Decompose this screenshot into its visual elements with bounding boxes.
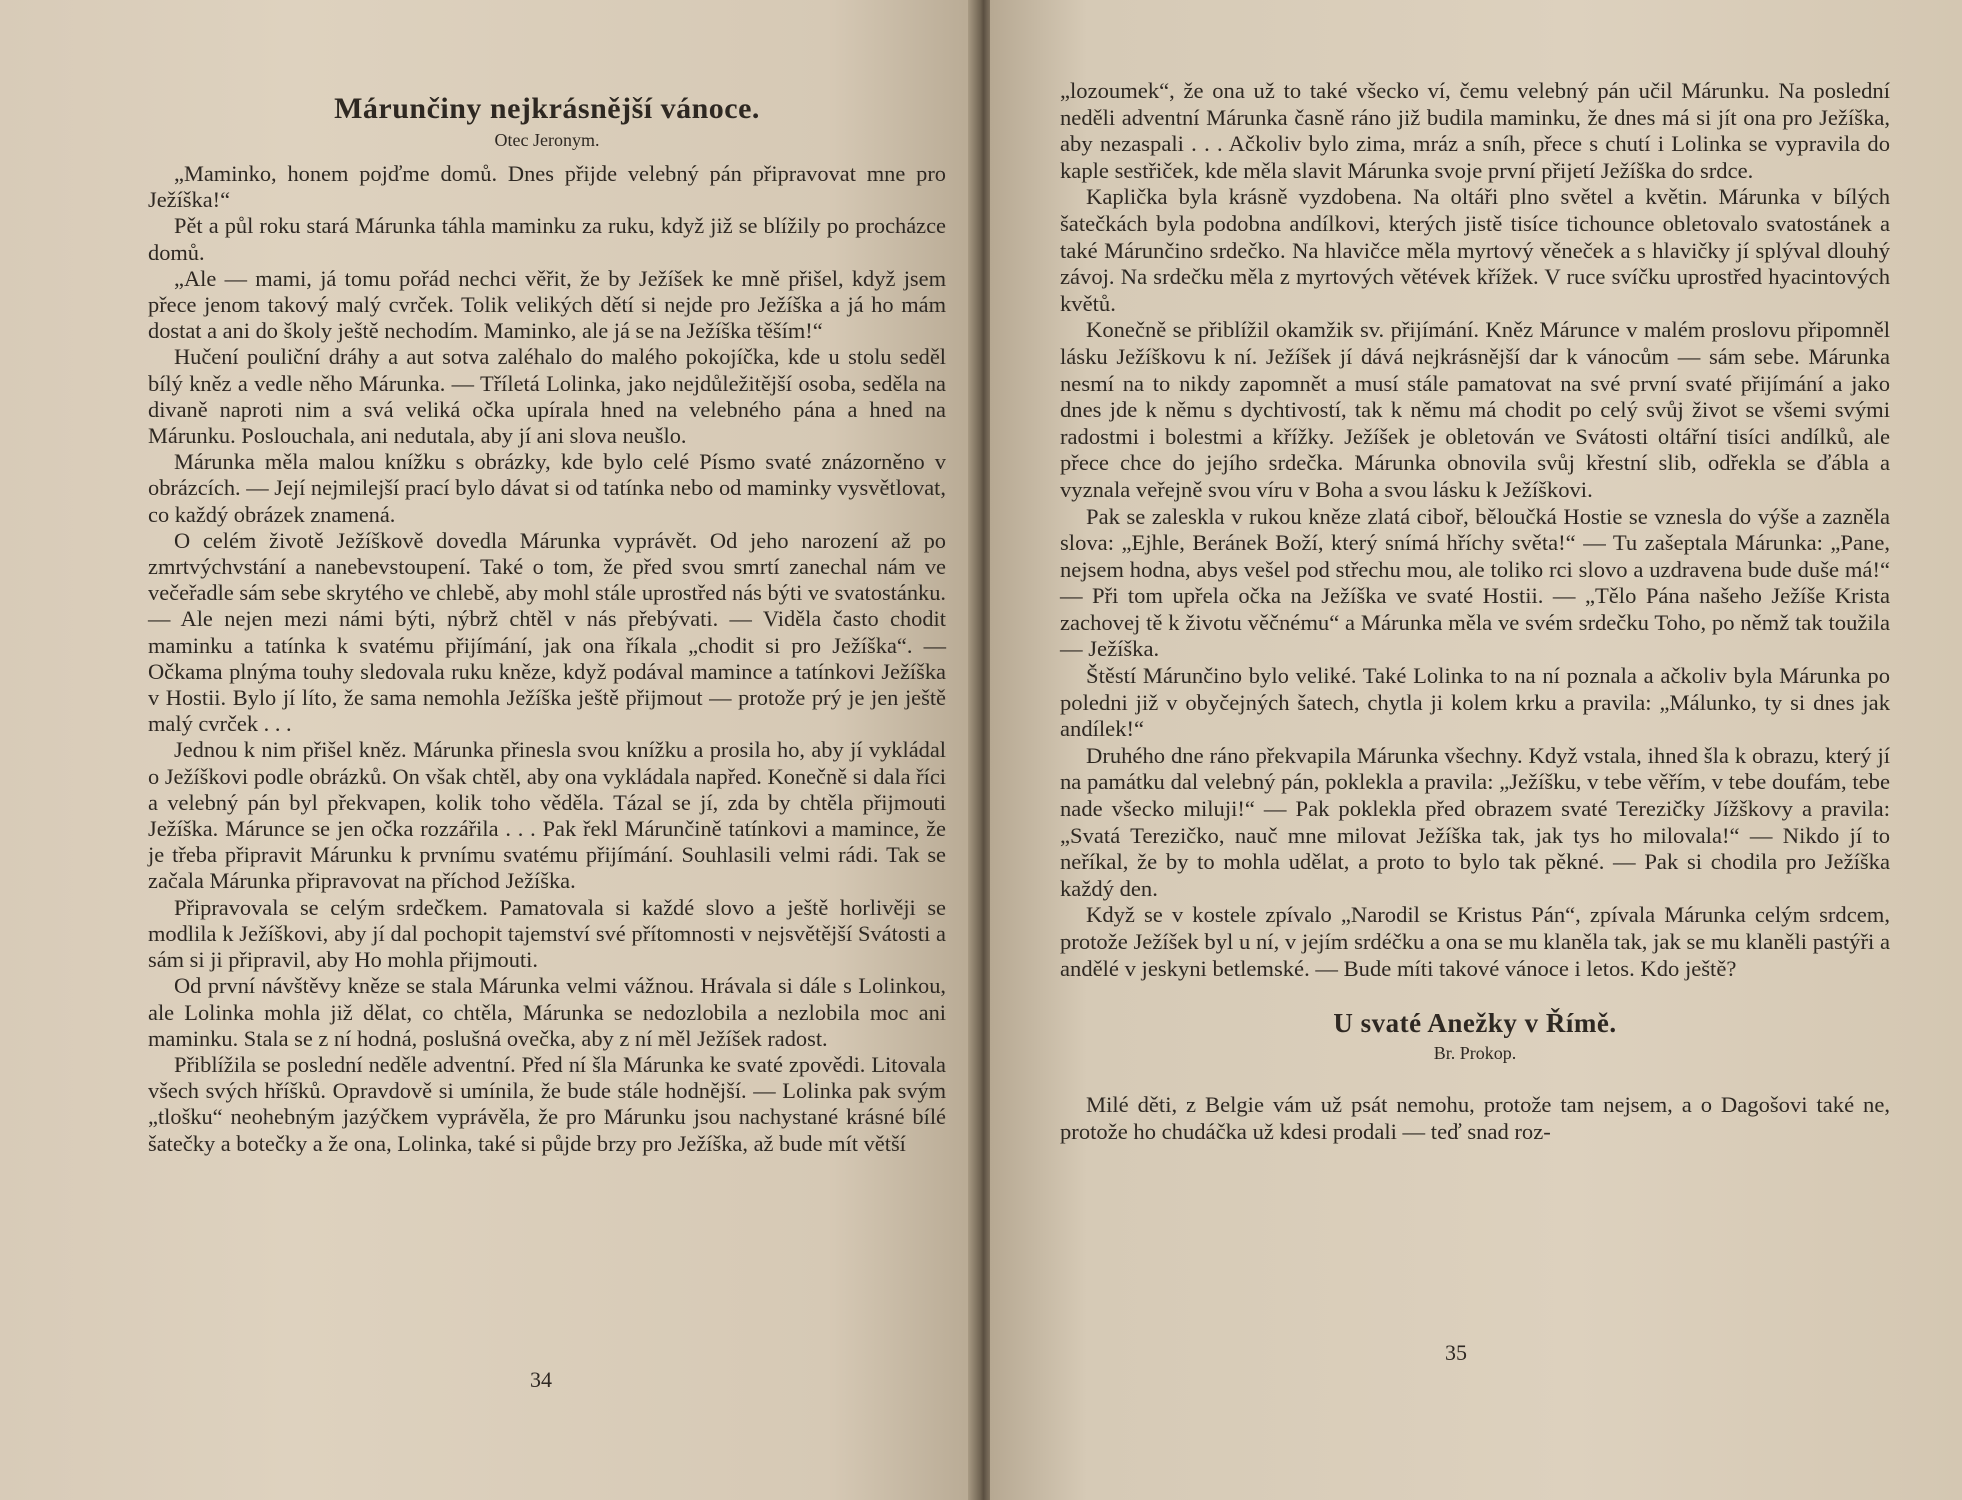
paragraph: „Maminko, honem pojďme domů. Dnes přijde velebný pán připravovat mne pro Ježíška!“ [148,161,946,213]
paragraph: Od první návštěvy kněze se stala Márunka velmi vážnou. Hrávala si dále s Lolinkou, ale Lolinka mohla již dělat, co chtěla, Márunka se nedozlobila a nezlobila moc ani maminku. Stala se z ní hodná, poslušná ovečka, aby z ní měl Ježíšek radost. [148,973,946,1051]
second-story-title: U svaté Anežky v Římě. [1333,1008,1617,1039]
paragraph: Milé děti, z Belgie vám už psát nemohu, protože tam nejsem, a o Dagošovi také ne, protože ho chudáčka už kdesi prodali — teď snad roz- [1060,1092,1890,1144]
paragraph: Pět a půl roku stará Márunka táhla maminku za ruku, když již se blížily po procházce domů. [148,213,946,265]
paragraph: Jednou k nim přišel kněz. Márunka přinesla svou knížku a prosila ho, aby jí vykládal o Ježíškovi podle obrázků. On však chtěl, aby ona vykládala napřed. Konečně si dala říci a velebný pán byl překvapen, kolik toho věděla. Tázal se jí, zda by chtěla přijmouti Ježíška. Márunce se jen očka rozzářila . . . Pak řekl Márunčině tatínkovi a mamince, že je třeba připravit Márunku k prvnímu svatému přijímání. Souhlasili velmi rádi. Tak se začala Márunka připravovat na příchod Ježíška. [148,737,946,894]
page-number: 34 [530,1367,552,1392]
paragraph: Pak se zaleskla v rukou kněze zlatá ciboř, běloučká Hostie se vznesla do výše a zazněla slova: „Ejhle, Beránek Boží, který snímá hříchy světa!“ — Tu zašeptala Márunka: „Pane, nejsem hodna, abys vešel pod střechu mou, ale toliko rci slovo a uzdravena bude duše má!“ — Při tom upřela očka na Ježíška ve svaté Hostii. — „Tělo Pána našeho Ježíše Krista zachovej tě k životu věčnému“ a Márunka měla ve svém srdečku Toho, po němž tak toužila — Ježíška. [1060,503,1890,662]
left-text-column [148,92,946,1157]
page-number: 35 [1445,1340,1467,1365]
paragraph: Štěstí Márunčino bylo veliké. Také Lolinka to na ní poznala a ačkoliv byla Márunka po poledni již v obyčejných šatech, chytla ji kolem krku a pravila: „Málunko, ty si dnes jak andílek!“ [1060,663,1890,742]
story-title: Márunčiny nejkrásnější vánoce. [334,92,760,125]
story-author: Otec Jeronym. [494,130,600,150]
paragraph: Hučení pouliční dráhy a aut sotva zaléhalo do malého pokojíčka, kde u stolu seděl bílý kněz a vedle něho Márunka. — Tříletá Lolinka, jako nejdůležitější osoba, seděla na divaně naproti nim a svá veliká očka upírala hned na velebného pána a hned na Márunku. Poslouchala, ani nedutala, aby jí ani slova neušlo. [148,344,946,449]
paragraph: Když se v kostele zpívalo „Narodil se Kristus Pán“, zpívala Márunka celým srdcem, protože Ježíšek byl u ní, v jejím srdéčku a ona se mu klaněla tak, jak se mu klaněli pastýři a andělé v jeskyni betlemské. — Bude míti takové vánoce i letos. Kdo ještě? [1060,902,1890,981]
paragraph: Připravovala se celým srdečkem. Pamatovala si každé slovo a ještě horlivěji se modlila k Ježíškovi, aby jí dal pochopit tajemství své přítomnosti v nejsvětější Svátosti a sám si ji připravil, aby Ho mohla přijmouti. [148,894,946,973]
second-story-author: Br. Prokop. [1433,1043,1517,1064]
paragraph: Přiblížila se poslední neděle adventní. Před ní šla Márunka ke svaté zpovědi. Litovala všech svých hříšků. Opravdově si umínila, že bude stále hodnější. — Lolinka pak svým „tlošku“ neohebným jazýčkem vyprávěla, že pro Márunku jsou nachystané krásné bílé šatečky a botečky a že ona, Lolinka, také si půjde brzy pro Ježíška, až bude mít větší [148,1051,946,1156]
paragraph: Druhého dne ráno překvapila Márunka všechny. Když vstala, ihned šla k obrazu, který jí na památku dal velebný pán, poklekla a pravila: „Ježíšku, v tebe věřím, v tebe doufám, tebe nade všecko miluji!“ — Pak poklekla před obrazem svaté Terezičky Jížškovy a pravila: „Svatá Terezičko, nauč mne milovat Ježíška tak, jak tys ho milovala!“ — Nikdo jí to neříkal, že by to mohla udělat, a proto to bylo tak pěkné. — Pak si chodila pro Ježíška každý den. [1060,742,1890,901]
right-page [990,0,1962,1500]
paragraph: O celém životě Ježíškově dovedla Márunka vyprávět. Od jeho narození až po zmrtvýchvstání a nanebevstoupení. Také o tom, že před svou smrtí zanechal nám ve večeřadle sám sebe skrytého ve chlebě, aby mohl stále uprostřed nás býti ve svatostánku. — Ale nejen mezi námi býti, nýbrž chtěl v nás přebývati. — Viděla často chodit maminku a tatínka k svatému přijímání, jak ona říkala „chodit si pro Ježíška“. — Očkama plnýma touhy sledovala ruku kněze, když podával mamince a tatínkovi Ježíška v Hostii. Bylo jí líto, že sama nemohla Ježíška ještě přijmout — protože prý je jen ještě malý cvrček . . . [148,527,946,737]
paragraph: „Ale — mami, já tomu pořád nechci věřit, že by Ježíšek ke mně přišel, když jsem přece jenom takový malý cvrček. Tolik velikých dětí si nejde pro Ježíška a já ho mám dostat a ani do školy ještě nechodím. Maminko, ale já se na Ježíška těším!“ [148,265,946,344]
paragraph: Kaplička byla krásně vyzdobena. Na oltáři plno světel a květin. Márunka v bílých šatečkách byla podobna andílkovi, kterých jistě tisíce tichounce obletovalo svatostánek a také Márunčino srdečko. Na hlavičce měla myrtový věneček a s hlavičky jí splýval dlouhý závoj. Na srdečku měla z myrtových větévek křížek. V ruce svíčku uprostřed hyacintových květů. [1060,184,1890,316]
paragraph: Konečně se přiblížil okamžik sv. přijímání. Kněz Márunce v malém proslovu připomněl lásku Ježíškovu k ní. Ježíšek jí dává nejkrásnější dar k vánocům — sám sebe. Márunka nesmí na to nikdy zapomnět a musí stále pamatovat na své první svaté přijímání a jako dnes jde k němu s dychtivostí, tak k němu má chodit po celý svůj život se všemi svými radostmi i bolestmi a křížky. Ježíšek je obletován ve Svátosti oltářní tisíci andílků, ale přece chce do jejího srdečka. Márunka obnovila svůj křestní slib, odřekla se ďábla a vyznala veřejně svou víru v Boha a svou lásku k Ježíškovi. [1060,317,1890,502]
paragraph: Márunka měla malou knížku s obrázky, kde bylo celé Písmo svaté znázorněno v obrázcích. — Její nejmilejší prací bylo dávat si od tatínka nebo od maminky vysvětlovat, co každý obrázek znamená. [148,449,946,527]
paragraph: „lozoumek“, že ona už to také všecko ví, čemu velebný pán učil Márunku. Na poslední neděli adventní Márunka časně ráno již budila maminku, že dnes má si jít ona pro Ježíška, aby nezaspali . . . Ačkoliv bylo zima, mráz a sníh, přece s chutí i Lolinka se vypravila do kaple sestřiček, kde měla slavit Márunka svoje první přijetí Ježíška do srdce. [1060,78,1890,183]
left-page [0,0,975,1500]
right-text-column [1060,78,1890,1145]
